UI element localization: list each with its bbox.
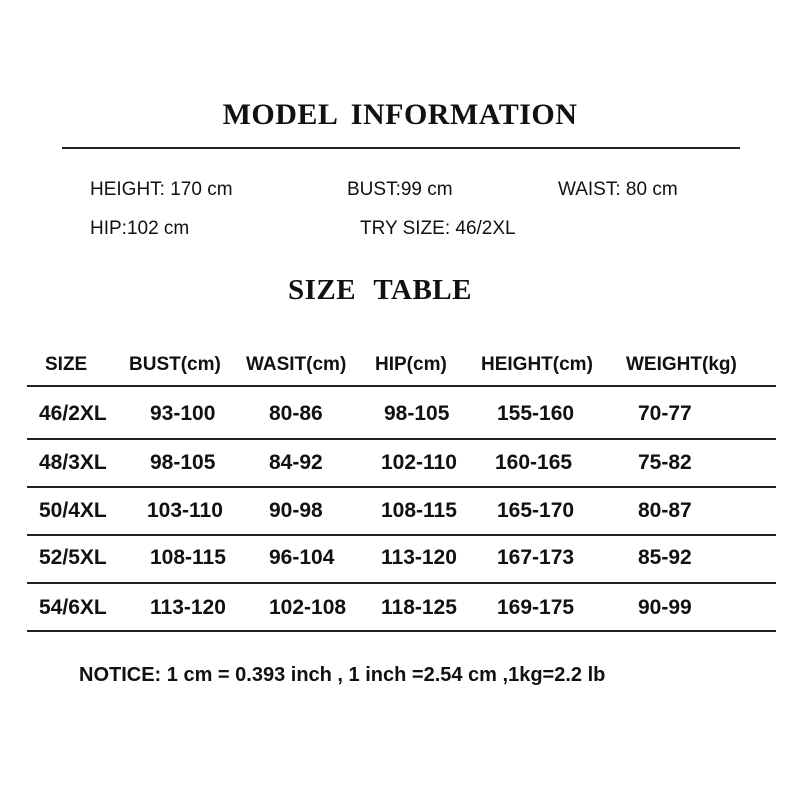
- cell-waist: 80-86: [269, 402, 323, 425]
- cell-height: 169-175: [497, 596, 575, 619]
- conversion-notice: NOTICE: 1 cm = 0.393 inch , 1 inch =2.54 cm ,1kg=2.2 lb: [79, 664, 606, 686]
- cell-bust: 103-110: [147, 499, 223, 522]
- cell-hip: 98-105: [384, 402, 450, 425]
- column-header-bust: BUST(cm): [129, 354, 221, 375]
- model-try-size: TRY SIZE: 46/2XL: [360, 218, 516, 239]
- cell-size: 54/6XL: [39, 596, 107, 619]
- column-header-height: HEIGHT(cm): [481, 354, 593, 375]
- cell-weight: 80-87: [638, 499, 692, 522]
- cell-size: 50/4XL: [39, 499, 107, 522]
- row-divider: [27, 385, 776, 387]
- size-table-title: SIZE TABLE: [288, 274, 472, 306]
- cell-hip: 118-125: [381, 596, 457, 619]
- cell-waist: 102-108: [269, 596, 347, 619]
- model-hip: HIP:102 cm: [90, 218, 190, 239]
- cell-bust: 113-120: [150, 596, 226, 619]
- cell-waist: 96-104: [269, 546, 335, 569]
- cell-size: 52/5XL: [39, 546, 107, 569]
- cell-height: 165-170: [497, 499, 575, 522]
- row-divider: [27, 486, 776, 488]
- row-divider: [27, 438, 776, 440]
- cell-hip: 108-115: [381, 499, 457, 522]
- cell-weight: 70-77: [638, 402, 692, 425]
- model-information-title: MODEL INFORMATION: [222, 98, 578, 131]
- cell-size: 46/2XL: [39, 402, 107, 425]
- column-header-hip: HIP(cm): [375, 354, 447, 375]
- cell-height: 160-165: [495, 451, 573, 474]
- cell-size: 48/3XL: [39, 451, 107, 474]
- cell-hip: 102-110: [381, 451, 457, 474]
- row-divider: [27, 534, 776, 536]
- column-header-waist: WASIT(cm): [246, 354, 347, 375]
- cell-waist: 84-92: [269, 451, 323, 474]
- column-header-size: SIZE: [45, 354, 88, 375]
- row-divider: [27, 630, 776, 632]
- cell-bust: 93-100: [150, 402, 216, 425]
- cell-height: 167-173: [497, 546, 575, 569]
- model-waist: WAIST: 80 cm: [558, 179, 678, 200]
- cell-weight: 85-92: [638, 546, 692, 569]
- cell-weight: 75-82: [638, 451, 692, 474]
- row-divider: [27, 582, 776, 584]
- cell-hip: 113-120: [381, 546, 457, 569]
- cell-bust: 98-105: [150, 451, 216, 474]
- title-divider: [62, 147, 740, 149]
- model-height: HEIGHT: 170 cm: [90, 179, 233, 200]
- cell-waist: 90-98: [269, 499, 323, 522]
- cell-bust: 108-115: [150, 546, 226, 569]
- cell-weight: 90-99: [638, 596, 692, 619]
- cell-height: 155-160: [497, 402, 575, 425]
- column-header-weight: WEIGHT(kg): [626, 354, 737, 375]
- model-bust: BUST:99 cm: [347, 179, 453, 200]
